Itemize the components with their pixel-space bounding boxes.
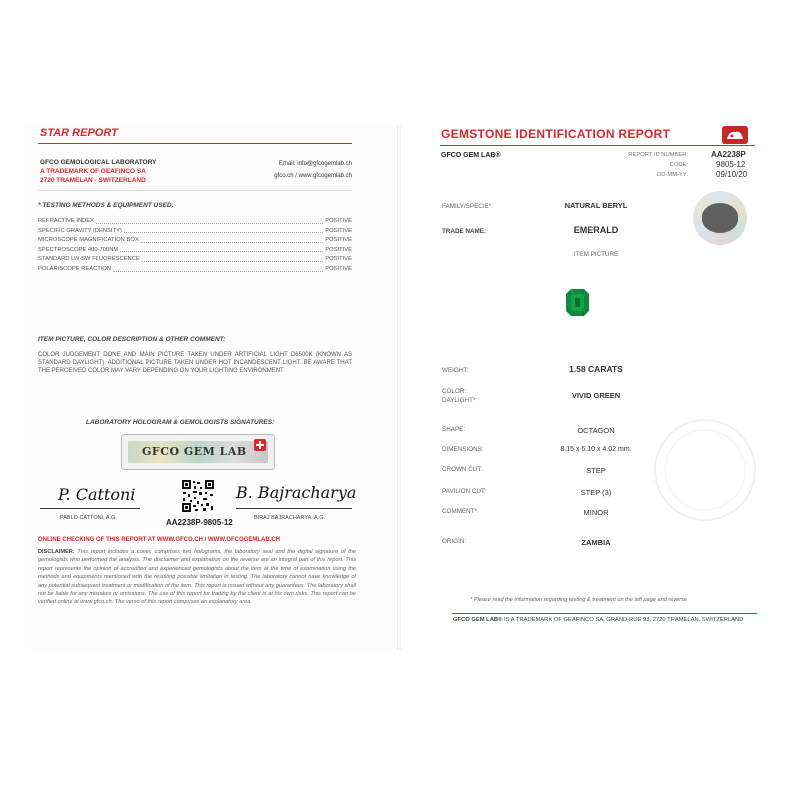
origin-label: ORIGIN: [442,538,467,545]
test-row [38,265,352,275]
report-reference: AA2238P-9805-12 [166,518,233,527]
disclaimer [38,548,356,607]
dimensions-label: DIMENSIONS: [442,446,484,453]
crown-cut-value: STEP [586,466,606,475]
comment-value: MINOR [583,508,609,517]
star-report-title: STAR REPORT [40,127,118,139]
lab-logo-icon [722,126,748,144]
hologram [121,434,275,470]
testing-heading: * TESTING METHODS & EQUIPMENT USED: [38,202,174,209]
footer-brand: GFCO GEM LAB® [453,617,503,623]
lab-address: 2720 TRAMELAN - SWITZERLAND [40,177,146,184]
test-row [38,236,352,246]
test-name: POLARISCOPE REACTION [38,265,112,272]
signature-2: B. Bajracharya [236,483,357,502]
report-title: GEMSTONE IDENTIFICATION REPORT [441,127,671,141]
item-picture-label: ITEM PICTURE [573,251,619,258]
test-result: POSITIVE [325,237,352,244]
hologram-label: GFCO GEM LAB [128,441,268,463]
test-name: SPECIFIC GRAVITY (DENSITY) [38,227,122,234]
meta-label-code: CODE: [669,162,688,168]
footnote: * Please read the information regarding testing & treatment on the left page and reverse [470,597,688,603]
disclaimer-label: DISCLAIMER: [38,549,75,555]
signature-1: P. Cattoni [58,485,136,504]
qr-code-icon [181,479,215,513]
comment-text: COLOR JUDGEMENT DONE AND MAIN PICTURE TAKEN UNDER ARTIFICIAL LIGHT D6500K (KNOWN AS STANDARD DAYLIGHT). ADDITIONAL PICTURE TAKEN UNDER HOT INCANDESCENT LIGHT. BE AWARE THAT THE PERCEIVED COLOR MAY VARY DEPENDING ON YOUR LIGHTING ENVIRONMENT [38,352,352,375]
signature-line-2 [236,508,352,509]
test-row [38,246,352,256]
lab-web: gfco.ch / www.gfcogemlab.ch [274,173,352,179]
shape-value: OCTAGON [577,426,615,435]
lab-info [40,158,156,185]
meta-value-id: AA2238P [711,150,746,159]
disclaimer-text: This report includes a cover, comprises two holograms, the laboratory seal and the digital signature of the gemologists who performed the analysis. The disclaimer and explanation on the reverse are an integral part of this report. This report represents the opinion of accredited and experienced gemologists about the item at the time of examination using the methods and equipments mentioned with the resulting possible limitation in testing. The laboratory cannot have knowledge of any potential subsequent treatment or modification of the item. This report is issued without any guarantees. The laboratory shall not be liable for any mistakes or omissions. The use of this report for trading by the client is at his own risks. This report can be verified online at www.gfco.ch. The verso of this report comprises an explanatory area. [38,549,356,606]
meta-value-code: 9805-12 [716,160,746,169]
page-fold [397,125,401,650]
weight-label: WEIGHT: [442,367,469,374]
family-value: NATURAL BERYL [564,201,628,210]
title-rule [38,143,352,144]
color-value: VIVID GREEN [571,391,621,400]
test-name: SPECTROSCOPE 400-700NM [38,246,119,253]
test-result: POSITIVE [325,256,352,263]
comment-label: COMMENT*: [442,508,479,515]
test-row [38,217,352,227]
footer-rule [452,613,757,614]
test-row [38,227,352,237]
comment-heading: ITEM PICTURE, COLOR DESCRIPTION & OTHER COMMENT: [38,336,226,343]
meta-label-date: DD-MM-YY: [657,172,688,178]
lab-trademark: A TRADEMARK OF GEAFINCO SA [40,168,146,175]
watermark-seal-icon [650,415,760,525]
footer [453,617,743,623]
swiss-flag-icon [254,439,266,451]
report-title-rule [440,145,755,146]
origin-value: ZAMBIA [581,538,611,547]
test-name: REFRACTIVE INDEX [38,218,95,224]
test-name: MICROSCOPE MAGNIFICATION BOX [38,237,139,244]
meta-label-id: REPORT ID NUMBER: [628,152,688,158]
shape-label: SHAPE: [442,426,466,433]
family-label: FAMILY/SPECIE*: [442,203,493,210]
weight-value: 1.58 CARATS [569,364,623,374]
test-result: POSITIVE [325,227,352,234]
tests-list [38,217,352,275]
test-row [38,255,352,265]
lab-seal-hologram-icon [693,191,747,245]
test-result: POSITIVE [325,246,352,253]
daylight-label: DAYLIGHT*: [442,397,478,404]
signer-2: BIRAJ BAJRACHARYA, A.G. [254,515,326,521]
signature-line-1 [40,508,140,509]
footer-text: IS A TRADEMARK OF GEAFINCO SA, GRAND-RUE 93, 2720 TRAMELAN, SWITZERLAND [503,617,744,623]
trade-name-label: TRADE NAME: [442,228,487,235]
color-label: COLOR: [442,388,467,395]
pavilion-cut-value: STEP (3) [580,488,612,497]
pavilion-cut-label: PAVILION CUT: [442,488,486,495]
divider [38,190,352,191]
test-result: POSITIVE [325,265,352,272]
trade-name-value: EMERALD [573,225,619,235]
test-result: POSITIVE [325,218,352,224]
meta-value-date: 09/10/20 [716,170,748,179]
online-check: ONLINE CHECKING OF THIS REPORT AT WWW.GFCO.CH / WWW.GFCOGEMLAB.CH [38,537,280,543]
dimensions-value: 8.15 x 6.10 x 4.02 mm. [560,446,632,453]
lab-contact [262,158,352,182]
hologram-heading: LABORATORY HOLOGRAM & GEMOLOGISTS SIGNATURES: [86,419,275,426]
emerald-gem-image [561,286,594,319]
test-name: STANDARD LW-SW FLUORESCENCE [38,256,140,263]
crown-cut-label: CROWN CUT: [442,466,483,473]
lab-email: Email: info@gfcogemlab.ch [278,161,352,167]
lab-name: GFCO GEMOLOGICAL LABORATORY [40,159,157,166]
signer-1: PABLO CATTONI, A.G. [60,515,117,521]
gem-lab-brand: GFCO GEM LAB® [441,152,501,159]
